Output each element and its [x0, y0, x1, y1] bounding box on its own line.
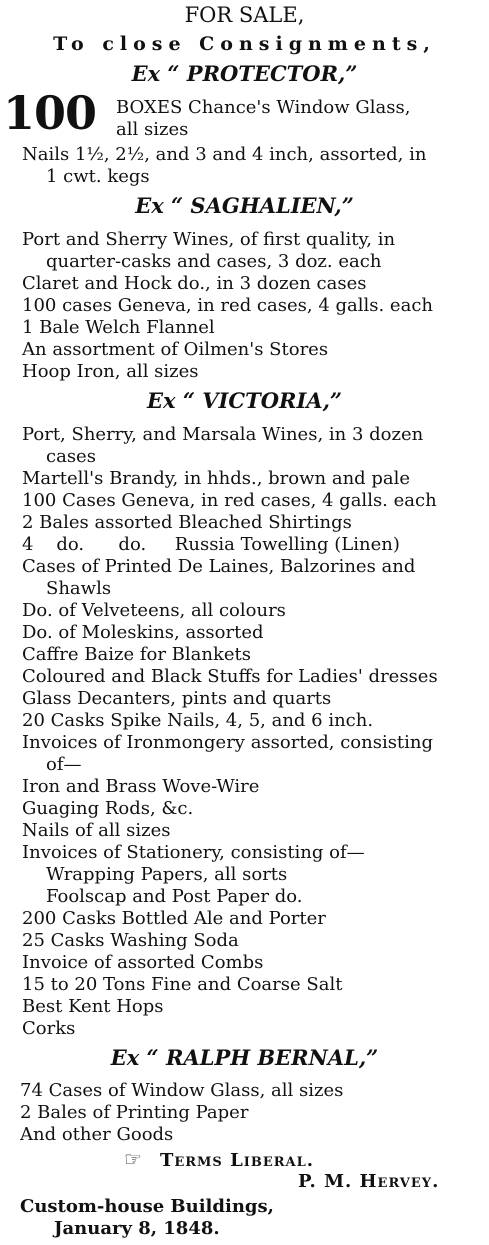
list-item: 4 do. do. Russia Towelling (Linen) — [22, 534, 400, 555]
list-item: Do. of Moleskins, assorted — [22, 622, 264, 643]
list-item: 2 Bales assorted Bleached Shirtings — [22, 512, 352, 533]
list-item: Invoices of Stationery, consisting of— — [22, 842, 365, 863]
list-item: An assortment of Oilmen's Stores — [22, 339, 329, 360]
list-item: Coloured and Black Stuffs for Ladies' dresses — [22, 666, 438, 687]
list-item: Wrapping Papers, all sorts — [46, 864, 288, 885]
pointing-hand-icon: ☞ — [124, 1147, 142, 1171]
list-item: Port, Sherry, and Marsala Wines, in 3 dozen — [22, 424, 424, 445]
ship-heading-saghalien: Ex “ SAGHALIEN,” — [135, 193, 354, 218]
list-item: Port and Sherry Wines, of first quality, in — [22, 229, 396, 250]
list-item: Do. of Velveteens, all colours — [22, 600, 286, 621]
list-item: Hoop Iron, all sizes — [22, 361, 199, 382]
lead-number: 100 — [3, 86, 97, 140]
list-item: Invoices of Ironmongery assorted, consisting — [22, 732, 434, 753]
list-item: 1 cwt. kegs — [46, 166, 150, 187]
terms-text: Terms Liberal. — [159, 1150, 315, 1171]
list-item: Invoice of assorted Combs — [22, 952, 264, 973]
list-item: Iron and Brass Wove-Wire — [22, 776, 260, 797]
ad-title: FOR SALE, — [184, 3, 305, 27]
list-item: Caffre Baize for Blankets — [22, 644, 252, 665]
list-item: 74 Cases of Window Glass, all sizes — [20, 1080, 344, 1101]
list-item: Guaging Rods, &c. — [22, 798, 194, 819]
list-item: Shawls — [46, 578, 112, 599]
list-item: Foolscap and Post Paper do. — [46, 886, 303, 907]
list-item: cases — [46, 446, 96, 467]
list-item: 25 Casks Washing Soda — [22, 930, 239, 951]
ship-heading-ralph-bernal: Ex “ RALPH BERNAL,” — [110, 1045, 379, 1070]
list-item: 1 Bale Welch Flannel — [22, 317, 215, 338]
list-item: of— — [46, 754, 82, 775]
address: Custom-house Buildings, — [20, 1196, 274, 1217]
list-item: 100 cases Geneva, in red cases, 4 galls. each — [22, 295, 433, 316]
ship-heading-protector: Ex “ PROTECTOR,” — [131, 61, 358, 86]
ship-heading-victoria: Ex “ VICTORIA,” — [147, 388, 342, 413]
date: January 8, 1848. — [54, 1218, 220, 1239]
list-item: 2 Bales of Printing Paper — [20, 1102, 249, 1123]
list-item: Cases of Printed De Laines, Balzorines and — [22, 556, 416, 577]
list-item: Nails 1½, 2½, and 3 and 4 inch, assorted, in — [22, 144, 427, 165]
terms-line — [124, 1148, 314, 1170]
list-item: Glass Decanters, pints and quarts — [22, 688, 332, 709]
signature: P. M. Hervey. — [298, 1171, 440, 1192]
list-item: quarter-casks and cases, 3 doz. each — [46, 251, 382, 272]
list-item: Claret and Hock do., in 3 dozen cases — [22, 273, 367, 294]
list-item: 15 to 20 Tons Fine and Coarse Salt — [22, 974, 343, 995]
list-item: Best Kent Hops — [22, 996, 164, 1017]
list-item: Martell's Brandy, in hhds., brown and pale — [22, 468, 411, 489]
list-item: Corks — [22, 1018, 76, 1039]
list-item: 100 Cases Geneva, in red cases, 4 galls. each — [22, 490, 437, 511]
lead-line: all sizes — [116, 119, 189, 140]
ad-subtitle: To close Consignments, — [53, 33, 436, 55]
list-item: 20 Casks Spike Nails, 4, 5, and 6 inch. — [22, 710, 374, 731]
list-item: Nails of all sizes — [22, 820, 171, 841]
list-item: 200 Casks Bottled Ale and Porter — [22, 908, 326, 929]
list-item: And other Goods — [20, 1124, 174, 1145]
lead-line: BOXES Chance's Window Glass, — [116, 97, 411, 118]
